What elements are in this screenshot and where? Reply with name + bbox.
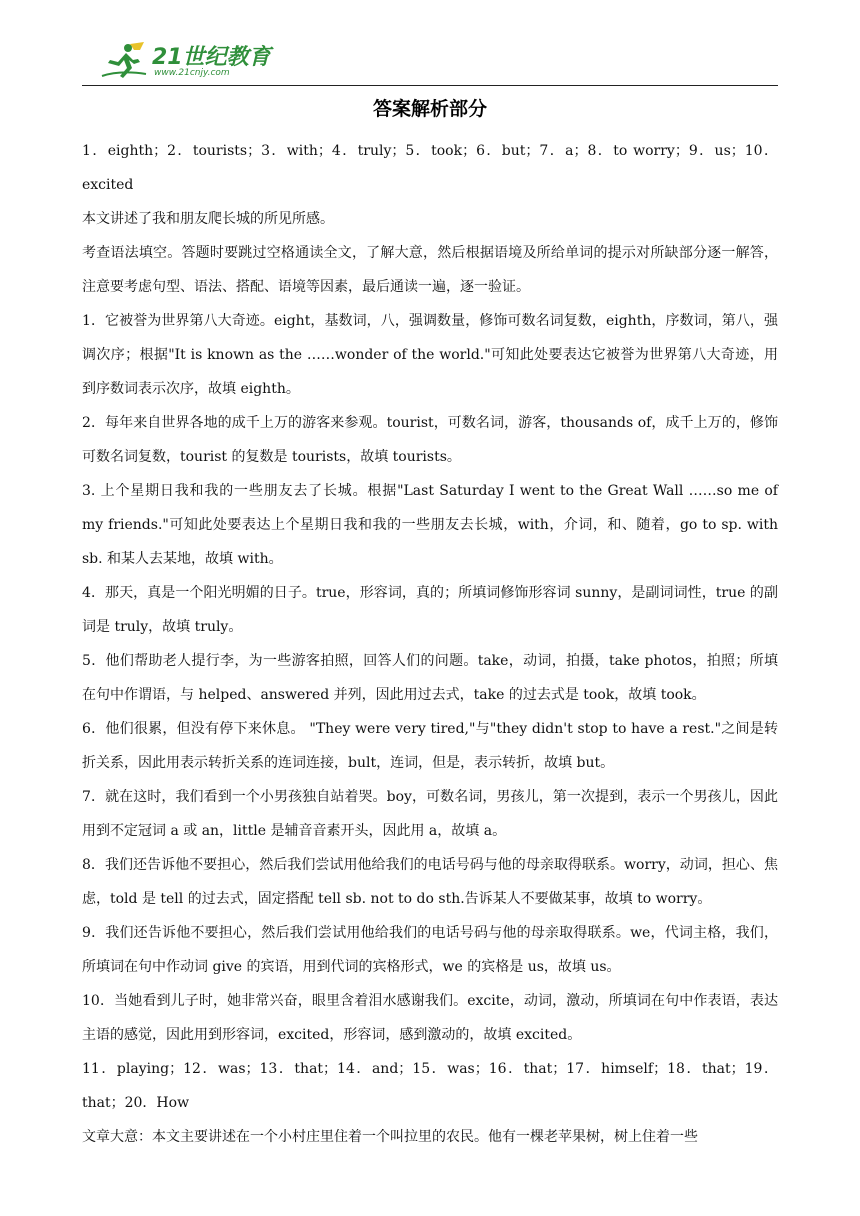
explanation-4: 4．那天，真是一个阳光明媚的日子。true，形容词，真的；所填词修饰形容词 sunny，是副词词性，true 的副词是 truly，故填 truly。 bbox=[82, 585, 778, 635]
header-divider bbox=[82, 85, 778, 86]
page-header bbox=[82, 38, 778, 86]
explanation-8: 8．我们还告诉他不要担心，然后我们尝试用他给我们的电话号码与他的母亲取得联系。worry，动词，担心、焦虑，told 是 tell 的过去式，固定搭配 tell sb. not to do sth.告诉某人不要做某事，故填 to worry。 bbox=[82, 857, 778, 907]
exam-point: 考查语法填空。答题时要跳过空格通读全文，了解大意，然后根据语境及所给单词的提示对所缺部分逐一解答，注意要考虑句型、语法、搭配、语境等因素，最后通读一遍，逐一验证。 bbox=[82, 245, 778, 295]
explanation-9: 9．我们还告诉他不要担心，然后我们尝试用他给我们的电话号码与他的母亲取得联系。we，代词主格，我们，所填词在句中作动词 give 的宾语，用到代词的宾格形式，we 的宾格是 us，故填 us。 bbox=[82, 925, 778, 975]
answer-content bbox=[82, 134, 778, 1154]
explanation-1: 1．它被誉为世界第八大奇迹。eight，基数词，八，强调数量，修饰可数名词复数，eighth，序数词，第八，强调次序；根据"It is known as the ……wonder of the world."可知此处要表达它被誉为世界第八大奇迹，用到序数词表示次序，故填 eighth。 bbox=[82, 313, 778, 397]
page-title: 答案解析部分 bbox=[372, 98, 487, 120]
logo-url: www.21cnjy.com bbox=[154, 68, 230, 78]
passage-summary: 本文讲述了我和朋友爬长城的所见所感。 bbox=[82, 211, 334, 227]
explanation-2: 2．每年来自世界各地的成千上万的游客来参观。tourist，可数名词，游客，thousands of，成千上万的，修饰可数名词复数，tourist 的复数是 tourists，故填 tourists。 bbox=[82, 415, 778, 465]
explanation-5: 5．他们帮助老人提行李，为一些游客拍照，回答人们的问题。take，动词，拍摄，take photos，拍照；所填在句中作谓语，与 helped、answered 并列，因此用过去式，take 的过去式是 took，故填 took。 bbox=[82, 653, 778, 703]
answer-key-line: 1．eighth；2．tourists；3．with；4．truly；5．took；6．but；7．a；8．to worry；9．us；10．excited bbox=[82, 143, 778, 193]
runner-logo-icon bbox=[100, 40, 148, 80]
passage-summary-2: 文章大意：本文主要讲述在一个小村庄里住着一个叫拉里的农民。他有一棵老苹果树，树上住着一些 bbox=[82, 1129, 698, 1145]
logo bbox=[100, 38, 280, 84]
answer-key-line-2: 11．playing；12．was；13．that；14．and；15．was；16．that；17．himself；18．that；19．that；20．How bbox=[82, 1061, 778, 1111]
explanation-10: 10．当她看到儿子时，她非常兴奋，眼里含着泪水感谢我们。excite，动词，激动，所填词在句中作表语，表达主语的感觉，因此用到形容词，excited，形容词，感到激动的，故填 excited。 bbox=[82, 993, 778, 1043]
explanation-7: 7．就在这时，我们看到一个小男孩独自站着哭。boy，可数名词，男孩儿，第一次提到，表示一个男孩儿，因此用到不定冠词 a 或 an，little 是辅音音素开头，因此用 a，故填 a。 bbox=[82, 789, 778, 839]
logo-title: 21世纪教育 bbox=[152, 45, 271, 70]
explanation-3: 3. 上个星期日我和我的一些朋友去了长城。根据"Last Saturday I went to the Great Wall ……so me of my friends."可知此处要表达上个星期日我和我的一些朋友去长城，with，介词，和、随着，go to sp. with sb. 和某人去某地，故填 with。 bbox=[82, 483, 778, 567]
explanation-6: 6．他们很累，但没有停下来休息。 "They were very tired,"与"they didn't stop to have a rest."之间是转折关系，因此用表示转折关系的连词连接，bult，连词，但是，表示转折，故填 but。 bbox=[82, 721, 778, 771]
